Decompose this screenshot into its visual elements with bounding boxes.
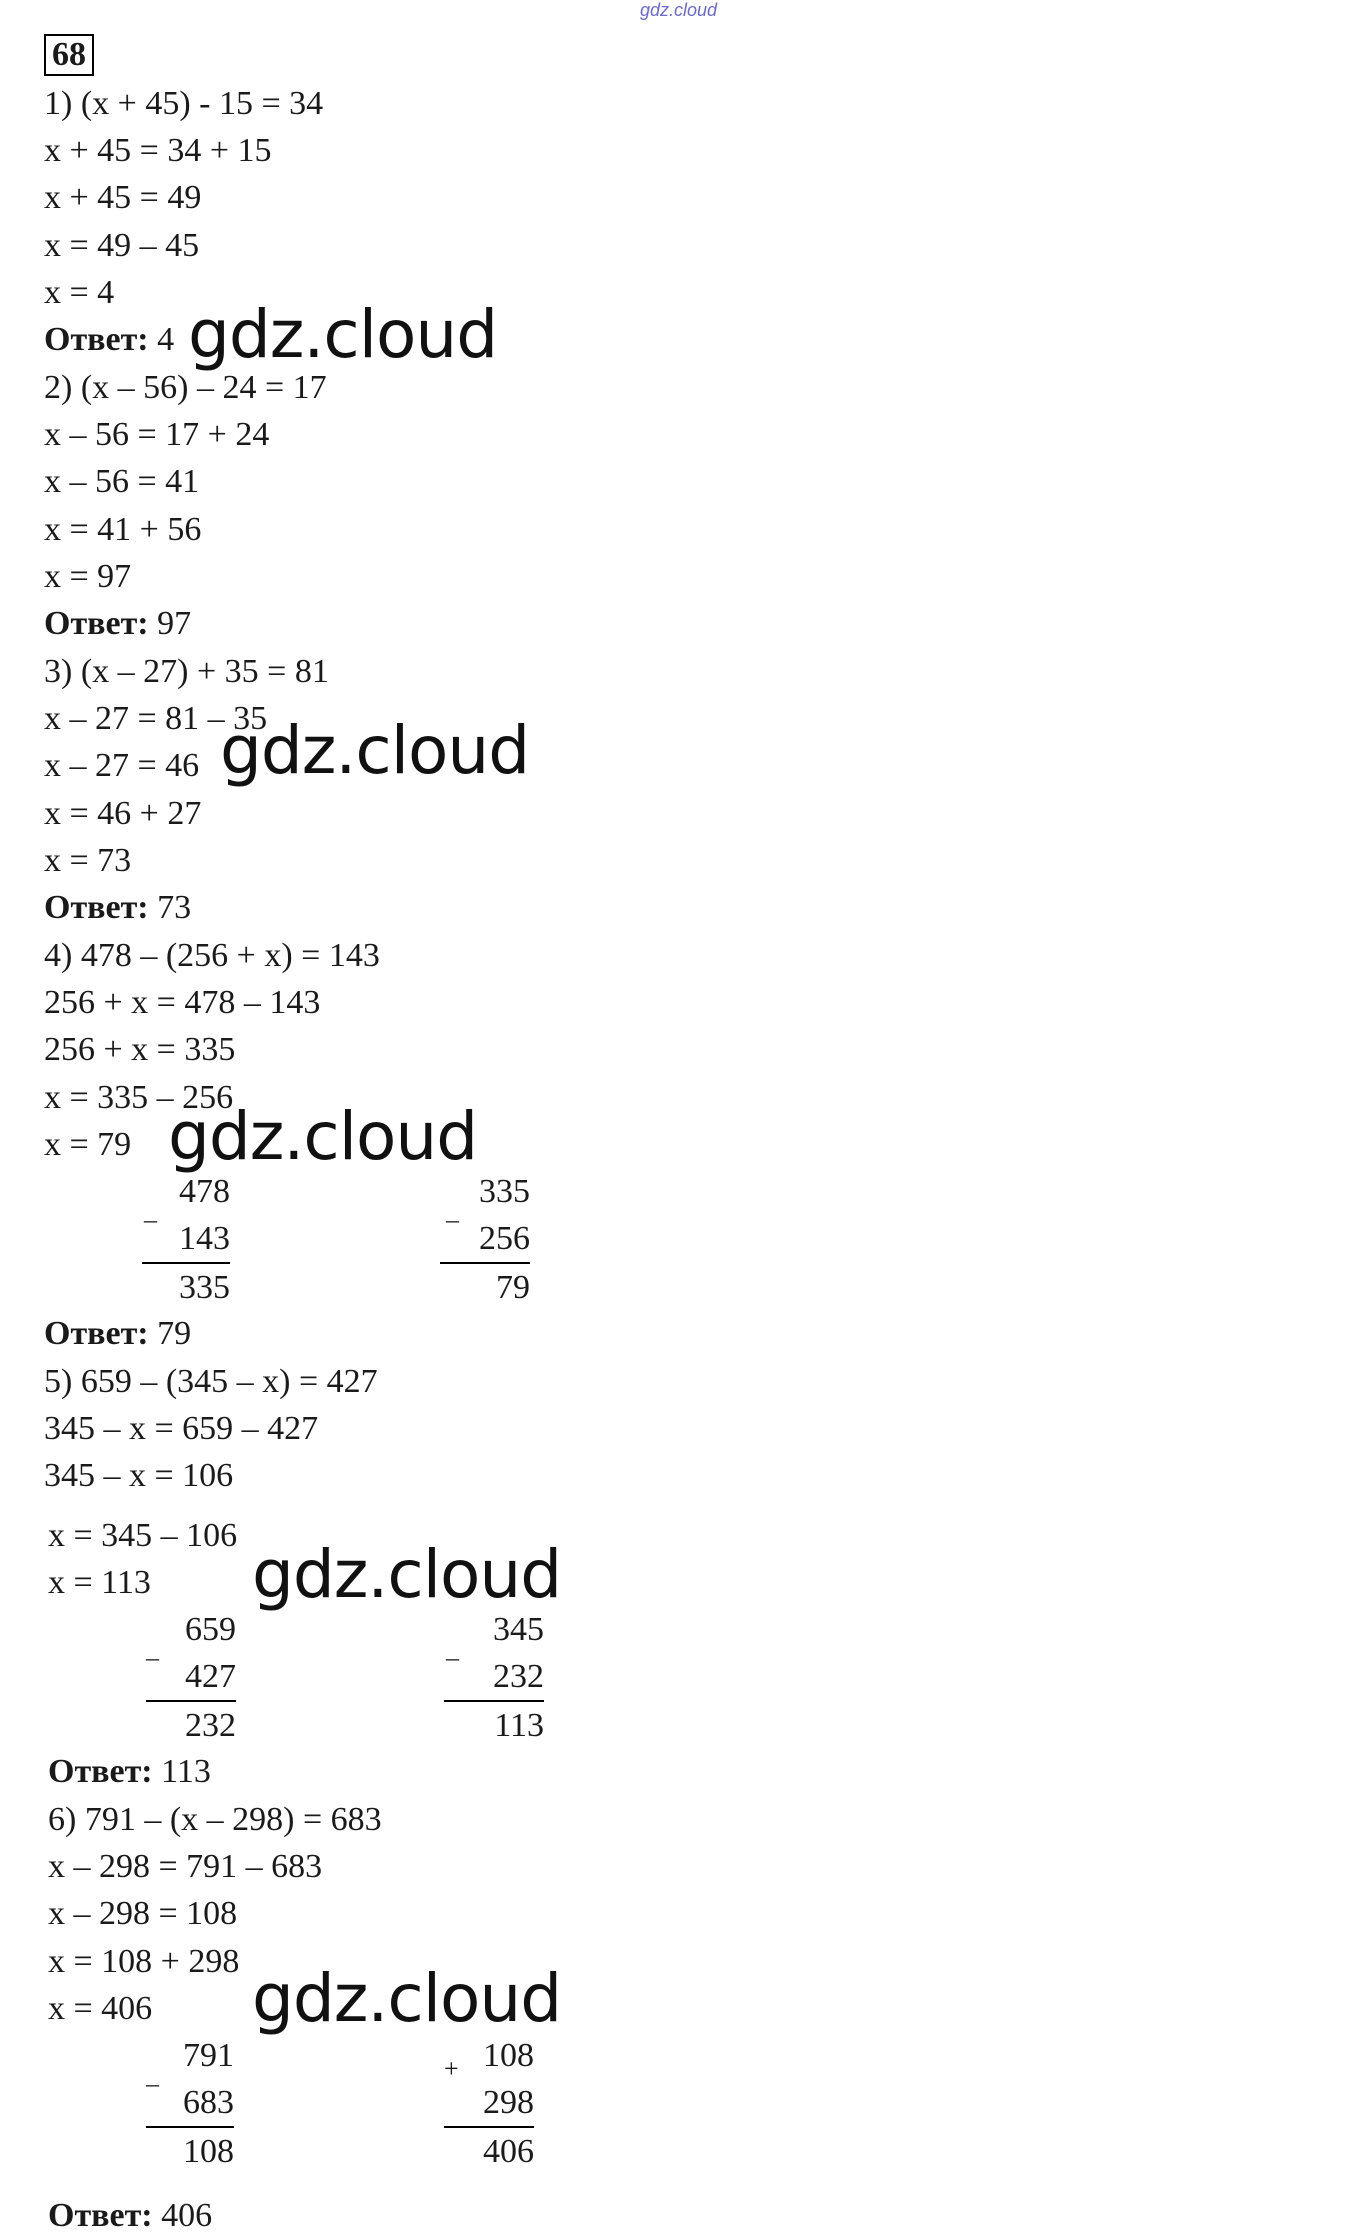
- equation-line: x = 97: [44, 558, 132, 595]
- difference: 79: [496, 1269, 530, 1306]
- column-subtraction: [146, 2032, 234, 2175]
- minuend: 345: [493, 1611, 544, 1648]
- answer-line: [44, 888, 191, 928]
- minuend: 659: [185, 1611, 236, 1648]
- difference: 108: [183, 2133, 234, 2170]
- column-subtraction: [444, 1606, 544, 1749]
- minus-sign: _: [144, 1196, 157, 1225]
- sum: 406: [483, 2133, 534, 2170]
- addend: 298: [444, 2079, 534, 2128]
- answer-line: [48, 2196, 212, 2236]
- answer-value: 73: [148, 889, 192, 926]
- plus-sign: +: [444, 2054, 459, 2083]
- equation-line: x = 113: [48, 1564, 151, 1601]
- answer-label: Ответ:: [48, 1753, 153, 1790]
- column-subtraction: [142, 1168, 230, 1311]
- answer-line: [44, 1314, 191, 1354]
- task-number: 68: [44, 34, 94, 76]
- equation-line: 345 – x = 106: [44, 1457, 234, 1494]
- equation-line: 4) 478 – (256 + x) = 143: [44, 937, 380, 974]
- answer-line: [44, 320, 174, 360]
- equation-line: 3) (x – 27) + 35 = 81: [44, 653, 329, 690]
- equation-line: x = 4: [44, 274, 115, 311]
- site-watermark-top: gdz.cloud: [640, 0, 718, 20]
- equation-line: x – 298 = 108: [48, 1895, 238, 1932]
- minus-sign: _: [146, 1634, 159, 1663]
- column-subtraction: [146, 1606, 236, 1749]
- equation-line: x = 345 – 106: [48, 1517, 238, 1554]
- equation-line: x – 56 = 17 + 24: [44, 416, 270, 453]
- subtrahend: 427: [146, 1653, 236, 1702]
- equation-line: x + 45 = 34 + 15: [44, 132, 272, 169]
- subtrahend: 143: [142, 1215, 230, 1264]
- equation-line: x = 79: [44, 1126, 132, 1163]
- answer-label: Ответ:: [44, 321, 149, 358]
- minus-sign: _: [446, 1634, 459, 1663]
- equation-line: x = 73: [44, 842, 132, 879]
- equation-line: x = 49 – 45: [44, 227, 200, 264]
- answer-value: 79: [148, 1315, 192, 1352]
- column-subtraction: [440, 1168, 530, 1311]
- equation-line: 2) (x – 56) – 24 = 17: [44, 369, 327, 406]
- answer-value: 113: [152, 1753, 211, 1790]
- watermark-logo: gdz.cloud: [252, 1960, 562, 2037]
- answer-label: Ответ:: [44, 1315, 149, 1352]
- answer-line: [44, 604, 191, 644]
- difference: 113: [494, 1707, 544, 1744]
- equation-line: x – 56 = 41: [44, 463, 200, 500]
- answer-value: 97: [148, 605, 192, 642]
- difference: 335: [179, 1269, 230, 1306]
- equation-line: x = 406: [48, 1990, 153, 2027]
- answer-value: 406: [152, 2197, 213, 2234]
- addend: 108: [483, 2037, 534, 2074]
- equation-line: x = 108 + 298: [48, 1943, 240, 1980]
- equation-line: 256 + x = 335: [44, 1031, 236, 1068]
- equation-line: 256 + x = 478 – 143: [44, 984, 321, 1021]
- answer-label: Ответ:: [48, 2197, 153, 2234]
- answer-label: Ответ:: [44, 889, 149, 926]
- minuend: 478: [179, 1173, 230, 1210]
- equation-line: x = 335 – 256: [44, 1079, 234, 1116]
- column-addition: [444, 2032, 534, 2175]
- minuend: 791: [183, 2037, 234, 2074]
- watermark-logo: gdz.cloud: [188, 296, 498, 373]
- equation-line: 5) 659 – (345 – x) = 427: [44, 1363, 378, 1400]
- equation-line: 1) (x + 45) - 15 = 34: [44, 85, 324, 122]
- watermark-logo: gdz.cloud: [168, 1098, 478, 1175]
- equation-line: x – 27 = 46: [44, 747, 200, 784]
- subtrahend: 256: [440, 1215, 530, 1264]
- equation-line: 6) 791 – (x – 298) = 683: [48, 1801, 382, 1838]
- watermark-logo: gdz.cloud: [220, 712, 530, 789]
- minus-sign: _: [146, 2060, 159, 2089]
- subtrahend: 232: [444, 1653, 544, 1702]
- answer-line: [48, 1752, 211, 1792]
- equation-line: x – 298 = 791 – 683: [48, 1848, 323, 1885]
- equation-line: x = 41 + 56: [44, 511, 202, 548]
- minus-sign: _: [446, 1196, 459, 1225]
- subtrahend: 683: [146, 2079, 234, 2128]
- difference: 232: [185, 1707, 236, 1744]
- equation-line: x + 45 = 49: [44, 179, 202, 216]
- equation-line: x = 46 + 27: [44, 795, 202, 832]
- minuend: 335: [479, 1173, 530, 1210]
- equation-line: 345 – x = 659 – 427: [44, 1410, 319, 1447]
- answer-value: 4: [148, 321, 175, 358]
- answer-label: Ответ:: [44, 605, 149, 642]
- watermark-logo: gdz.cloud: [252, 1536, 562, 1613]
- equation-line: x – 27 = 81 – 35: [44, 700, 268, 737]
